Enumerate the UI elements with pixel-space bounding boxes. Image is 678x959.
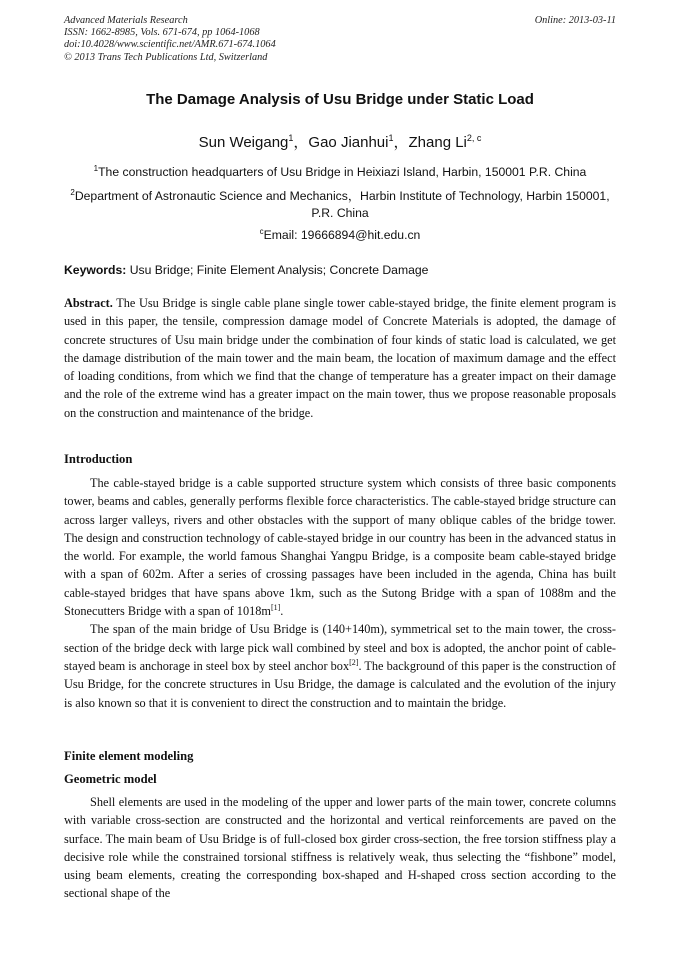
journal-name: Advanced Materials Research [64, 15, 188, 26]
citation: [1] [270, 603, 281, 613]
affiliation [64, 164, 616, 181]
journal-header [64, 15, 616, 64]
keywords-text: Usu Bridge; Finite Element Analysis; Concrete Damage [129, 263, 429, 277]
online-date: Online: 2013-03-11 [534, 15, 616, 26]
author-name: Gao Jianhui [308, 134, 389, 151]
introduction-body [64, 474, 616, 712]
author-affiliation-mark: 1 [288, 133, 294, 143]
paragraph [64, 474, 616, 620]
abstract-label: Abstract. [64, 296, 113, 310]
geometric-model-body [64, 793, 616, 903]
paragraph-text: The span of the main bridge of Usu Bridge is (140+140m), symmetrical set to the main tower, the cross-section of the bridge deck with large pick wall combined by steel and box is adopted, the anchor point of cable-stayed beam is anchorage in steel box by steel anchor box [64, 622, 616, 673]
keywords [64, 263, 616, 277]
citation: [2] [349, 657, 359, 667]
affiliation [64, 188, 616, 222]
section-heading-fem: Finite element modeling [64, 749, 194, 763]
affiliation-mark: 1 [93, 164, 99, 173]
author-separator: ， [293, 134, 309, 151]
abstract [64, 294, 616, 422]
affiliation-mark: 2 [70, 188, 75, 197]
author-name: Zhang Li [408, 134, 467, 151]
journal-issn: ISSN: 1662-8985, Vols. 671-674, pp 1064-1068 [64, 27, 260, 39]
section-heading-introduction: Introduction [64, 452, 133, 466]
paragraph [64, 620, 616, 711]
paragraph: Shell elements are used in the modeling of the upper and lower parts of the main tower, concrete columns with variable cross-section are constructed and the horizontal and vertical reinforcements are paved on the surface. The main beam of Usu Bridge is of full-closed box girder cross-section, the free torsion stiffness play a decisive role while the constrained torsional stiffness is relatively weak, thus selecting the “fishbone” model, using beam elements, creating the corresponding box-shaped and H-shaped cross section according to the sectional shape of the [64, 795, 616, 901]
author-affiliation-mark: 2, c [466, 133, 482, 143]
paragraph-text: . [280, 604, 284, 619]
subsection-heading-geometric-model: Geometric model [64, 772, 157, 786]
author-name: Sun Weigang [198, 134, 289, 151]
affiliation-text: The construction headquarters of Usu Bridge in Heixiazi Island, Harbin, 150001 P.R. China [98, 165, 587, 179]
affiliation-text: Department of Astronautic Science and Mechanics，Harbin Institute of Technology, Harbin 150001, P.R. China [74, 189, 610, 220]
abstract-text: The Usu Bridge is single cable plane single tower cable-stayed bridge, the finite element program is used in this paper, the tensile, compression damage model of Concrete Materials is adopted, the damage of concrete structures of Usu main bridge under the combination of four kinds of static load is calculated, we get the damage distribution of the main tower and the main beam, the location of maximum damage and the effect of loading conditions, from which we find that the change of temperature has a greater impact on their damage and the role of the extreme wind has a greater impact on the main tower, thus we propose reasonable proposals on the construction and maintenance of the bridge. [64, 296, 616, 420]
email-text: Email: 19666894@hit.edu.cn [263, 228, 421, 242]
author-list [64, 131, 616, 152]
paper-title: The Damage Analysis of Usu Bridge under Static Load [146, 91, 534, 108]
journal-copyright: © 2013 Trans Tech Publications Ltd, Switzerland [64, 51, 268, 63]
journal-doi: doi:10.4028/www.scientific.net/AMR.671-674.1064 [64, 39, 276, 51]
author-affiliation-mark: 1 [388, 133, 394, 143]
affiliation-email [64, 227, 616, 244]
keywords-label: Keywords: [64, 263, 127, 277]
paragraph-text: The cable-stayed bridge is a cable supported structure system which consists of three basic components tower, beams and cables, generally performs flexible force characteristics. The cable-stayed bridge structure can across larger valleys, rivers and other obstacles with the support of many oblique cables of the bridge tower. The design and construction technology of cable-stayed bridge in our country has been in the advanced status in the world. For example, the world famous Shanghai Yangpu Bridge, is a composite beam cable-stayed bridge with a span of 602m. After a series of crossing passages have been included in the agenda, China has built cable-stayed bridges that have spans above 1km, such as the Sutong Bridge with a span of 1088m and the Stonecutters Bridge with a span of 1018m [64, 476, 616, 619]
affiliation-mark: c [259, 227, 264, 236]
author-separator: ， [393, 134, 409, 151]
paragraph-text: . The background of this paper is the construction of Usu Bridge, for the concrete structures in Usu Bridge, the damage is calculated and the evolution of the injury is also known so that it is convenient to direct the construction and to maintain the bridge. [64, 658, 616, 710]
